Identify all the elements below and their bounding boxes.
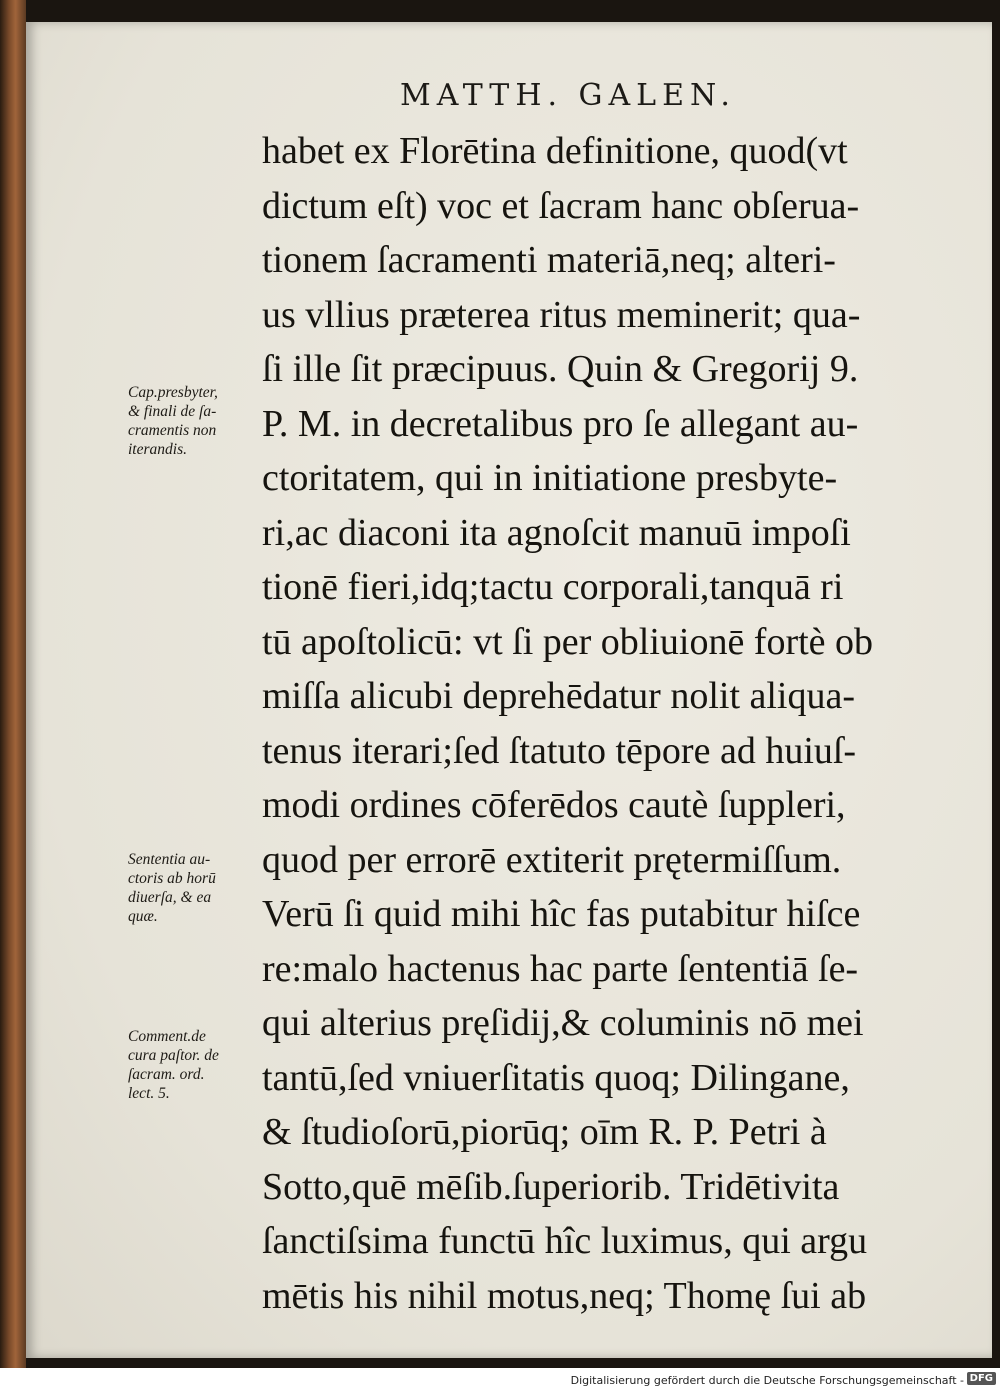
text-line: tionē fieri,idq;tactu corporali,tanquā ri — [262, 566, 844, 608]
book-spine — [0, 0, 26, 1368]
text-line: ctoritatem, qui in initiatione presbyte- — [262, 457, 838, 499]
text-line: tantū,ſed vniuerſitatis quoq; Dilingane, — [262, 1056, 850, 1099]
text-line: P. M. in decretalibus pro ſe allegant au- — [262, 402, 859, 445]
text-line: tū apoſtolicū: vt ſi per obliuionē fortè ob — [262, 620, 874, 663]
margin-note-line: lect. 5. — [128, 1085, 170, 1102]
margin-note-line: Comment.de — [128, 1028, 206, 1045]
margin-note-author-opinion — [128, 850, 264, 926]
text-line: qui alterius pręſidij,& columinis nō mei — [262, 1002, 864, 1044]
text-line: us vllius præterea ritus meminerit; qua- — [262, 293, 861, 336]
running-head: MATTH. GALEN. — [400, 78, 736, 113]
margin-note-line: Cap.presbyter, — [128, 384, 218, 401]
text-line: dictum eſt) voc et ſacram hanc obſerua- — [262, 184, 860, 227]
margin-note-line: cura paſtor. de — [128, 1047, 219, 1064]
text-line: tionem ſacramenti materiā,neq; alteri- — [262, 239, 836, 281]
text-line: re:malo hactenus hac parte ſententiā ſe- — [262, 947, 859, 990]
text-line: miſſa alicubi deprehēdatur nolit aliqua- — [262, 675, 856, 717]
margin-note-line: ctoris ab horū — [128, 870, 216, 887]
funding-credit: Digitalisierung gefördert durch die Deutsche Forschungsgemeinschaft - — [570, 1374, 964, 1387]
text-line: ſanctiſsima functū hîc luximus, qui argu — [262, 1220, 868, 1262]
margin-note-line: diuerſa, & ea — [128, 889, 212, 906]
text-line: mētis his nihil motus,neq; Thomę ſui ab — [262, 1274, 867, 1317]
text-line: & ſtudioſorū,piorūq; oīm R. P. Petri à — [262, 1111, 827, 1153]
text-line: ri,ac diaconi ita agnoſcit manuū impoſi — [262, 511, 851, 554]
text-line: Verū ſi quid mihi hîc fas putabitur hiſce — [262, 893, 861, 935]
text-line: modi ordines cōferēdos cautè ſuppleri, — [262, 784, 846, 826]
text-line: tenus iterari;ſed ſtatuto tēpore ad huiuſ- — [262, 729, 857, 772]
dfg-logo-icon: DFG — [967, 1372, 996, 1385]
margin-note-line: Sententia au- — [128, 851, 211, 868]
margin-note-line: iterandis. — [128, 441, 187, 458]
body-text — [262, 124, 977, 1323]
text-line: quod per errorē extiterit prętermiſſum. — [262, 838, 842, 881]
margin-note-line: ſacram. ord. — [128, 1066, 205, 1083]
text-line: ſi ille ſit præcipuus. Quin & Gregorij 9. — [262, 348, 859, 390]
text-line: habet ex Florētina definitione, quod(vt — [262, 130, 848, 172]
margin-note-line: quæ. — [128, 908, 158, 925]
footer-bar — [0, 1368, 1000, 1395]
text-line: Sotto,quē mēſib.ſuperiorib. Tridētivita — [262, 1165, 840, 1208]
margin-note-commentary-reference — [128, 1027, 264, 1103]
margin-note-canon-reference — [128, 383, 264, 459]
margin-note-line: cramentis non — [128, 422, 217, 439]
margin-note-line: & finali de ſa- — [128, 403, 217, 420]
